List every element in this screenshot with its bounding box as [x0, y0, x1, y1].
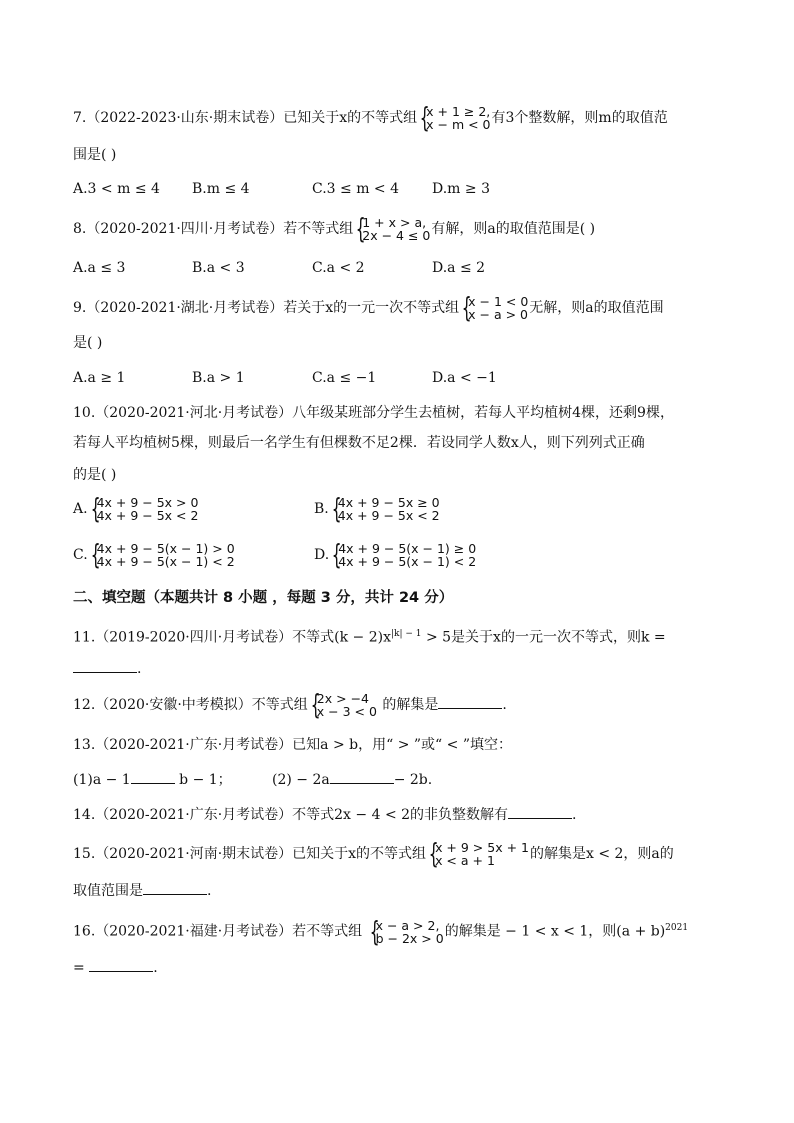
question-8-stem: 8.（2020-2021·四川·月考试卷）若不等式组 — [73, 221, 354, 237]
answer-blank[interactable] — [508, 804, 572, 819]
option-b: B.m ≤ 4 — [192, 181, 250, 197]
option-a: A.a ≥ 1 — [73, 370, 126, 386]
question-16-line-2: = . — [73, 957, 158, 978]
section-heading: 二、填空题（本题共计 8 小题 ，每题 3 分，共计 24 分） — [73, 590, 454, 606]
question-10-line-3: 的是( ) — [73, 467, 117, 483]
inequality-system: { x + 1 ≥ 2, x − m < 0 — [419, 101, 491, 134]
question-10-line-1: 10.（2020-2021·河北·月考试卷）八年级某班部分学生去植树，若每人平均植树4棵，还剩9棵， — [73, 405, 674, 421]
question-11-line-2: . — [73, 658, 141, 679]
question-7-stem-tail: 有3个整数解，则m的取值范 — [491, 110, 668, 126]
question-8-line-1 — [73, 212, 596, 245]
option-d: D.a ≤ 2 — [432, 260, 486, 276]
question-15-line-1: 15.（2020-2021·河南·期末试卷）已知关于x的不等式组 { x + 9 > 5x + 1 x < a + 1 的解集是x < 2，则a的 — [73, 837, 674, 870]
option-b: B.a > 1 — [192, 370, 245, 386]
question-15-line-2: 取值范围是 . — [73, 880, 211, 901]
answer-blank[interactable] — [89, 957, 153, 972]
question-9-stem-tail: 无解，则a的取值范围 — [529, 300, 664, 316]
option-a: A.3 < m ≤ 4 — [73, 181, 160, 197]
question-8-stem-tail: 有解，则a的取值范围是( ) — [431, 221, 596, 237]
answer-blank[interactable] — [438, 694, 502, 709]
question-13-line-2: (1)a − 1 b − 1； — [73, 769, 232, 790]
inequality-system: { x + 9 > 5x + 1 x < a + 1 — [428, 837, 529, 870]
answer-blank[interactable] — [73, 658, 137, 673]
question-9-line-2: 是( ) — [73, 335, 103, 351]
inequality-system: { 2x > −4 x − 3 < 0 — [310, 688, 377, 721]
question-9-line-1 — [73, 291, 664, 324]
inequality-system: { x − 1 < 0 x − a > 0 — [461, 291, 529, 324]
question-11-line-1: 11.（2019-2020·四川·月考试卷）不等式$(k - 2)x^{|k| - 1} > 5$是关于x的一元一次不等式，则k = — [73, 629, 666, 646]
option-b: B. { 4x + 9 − 5x ≥ 0 4x + 9 − 5x < 2 — [314, 492, 440, 525]
option-c: C.3 ≤ m < 4 — [312, 181, 400, 197]
answer-blank[interactable] — [131, 769, 175, 784]
question-16-line-1: 16.（2020-2021·福建·月考试卷）若不等式组 { x − a > 2, b − 2x > 0 的解集是 − 1 < x < 1，则$(a + b)^{2021}$ — [73, 914, 689, 948]
question-12-line-1: 12.（2020·安徽·中考模拟）不等式组 { 2x > −4 x − 3 < 0 的解集是 . — [73, 688, 507, 721]
option-b: B.a < 3 — [192, 260, 245, 276]
question-9-stem: 9.（2020-2021·湖北·月考试卷）若关于x的一元一次不等式组 — [73, 300, 460, 316]
answer-blank[interactable] — [330, 769, 394, 784]
inequality-system: { x − a > 2, b − 2x > 0 — [369, 914, 444, 948]
question-14-line-1: 14.（2020-2021·广东·月考试卷）不等式2x − 4 < 2的非负整数解有 . — [73, 804, 576, 825]
option-c: C. { 4x + 9 − 5(x − 1) > 0 4x + 9 − 5(x − 1) < 2 — [73, 538, 235, 571]
question-7-stem: 7.（2022-2023·山东·期末试卷）已知关于x的不等式组 — [73, 110, 418, 126]
option-d: D.a < −1 — [432, 370, 497, 386]
option-d: D. { 4x + 9 − 5(x − 1) ≥ 0 4x + 9 − 5(x − 1) < 2 — [314, 538, 477, 571]
question-10-line-2: 若每人平均植树5棵，则最后一名学生有但棵数不足2棵．若设同学人数x人，则下列列式正确 — [73, 435, 645, 451]
question-7-line-2: 围是( ) — [73, 147, 117, 163]
answer-blank[interactable] — [143, 880, 207, 895]
option-d: D.m ≥ 3 — [432, 181, 490, 197]
option-c: C.a ≤ −1 — [312, 370, 377, 386]
option-a: A. { 4x + 9 − 5x > 0 4x + 9 − 5x < 2 — [73, 492, 199, 525]
question-13-part-2: (2) − 2a − 2b. — [272, 769, 432, 790]
question-7-line-1 — [73, 101, 668, 134]
inequality-system: { 1 + x > a, 2x − 4 ≤ 0 — [356, 212, 431, 245]
option-c: C.a < 2 — [312, 260, 365, 276]
question-13-line-1: 13.（2020-2021·广东·月考试卷）已知a > b，用“ > ”或“ < ”填空： — [73, 737, 512, 753]
option-a: A.a ≤ 3 — [73, 260, 126, 276]
